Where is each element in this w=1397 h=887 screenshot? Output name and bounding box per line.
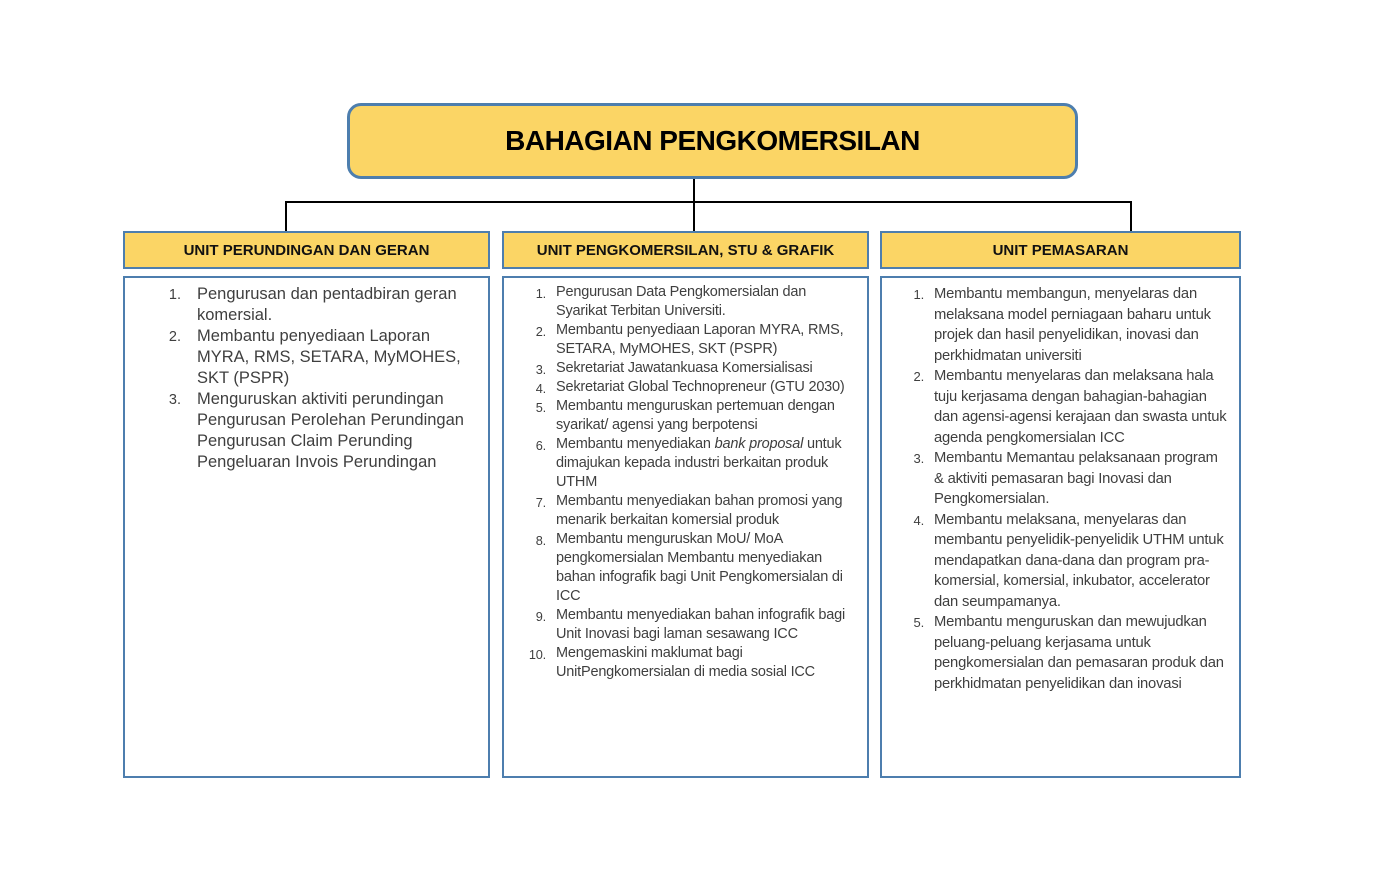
task-item: Menguruskan aktiviti perundingan Pengurusan Perolehan Perundingan Pengurusan Claim Perunding Pengeluaran Invois Perundingan (197, 390, 464, 471)
task-item: Pengurusan Data Pengkomersialan dan Syarikat Terbitan Universiti. (556, 284, 807, 319)
task-item: Membantu penyediaan Laporan MYRA, RMS, SETARA, MyMOHES, SKT (PSPR) (556, 322, 844, 357)
unit-header (502, 231, 869, 269)
task-item: Membantu membangun, menyelaras dan melaksana model perniagaan baharu untuk projek dan hasil penyelidikan, inovasi dan perkhidmatan universiti (934, 286, 1211, 364)
unit-title: UNIT PEMASARAN (992, 241, 1129, 259)
task-item: Mengemaskini maklumat bagi UnitPengkomersialan di media sosial ICC (556, 645, 815, 680)
task-item: Membantu menyediakan bahan promosi yang menarik berkaitan komersial produk (556, 493, 843, 528)
task-item: Membantu melaksana, menyelaras dan membantu penyelidik-penyelidik UTHM untuk mendapatkan dana-dana dan program pra-komersial, komersial, inkubator, accelerator dan seumpamanya. (934, 511, 1224, 610)
connector-drop-right (1130, 201, 1132, 231)
unit-task-list (882, 278, 1239, 700)
unit-body (880, 276, 1241, 778)
connector-stem (693, 179, 695, 203)
connector-crossbar (285, 201, 1132, 203)
task-item: Membantu penyediaan Laporan MYRA, RMS, SETARA, MyMOHES, SKT (PSPR) (197, 327, 461, 387)
task-item: Pengurusan dan pentadbiran geran komersial. (197, 285, 457, 324)
task-item: Membantu menyelaras dan melaksana hala tuju kerjasama dengan bahagian-bahagian dan agensi-agensi kerajaan dan swasta untuk agenda pengkomersialan ICC (934, 368, 1227, 446)
unit-column-pengkomersilan-stu-grafik (502, 231, 869, 680)
task-item: Sekretariat Global Technopreneur (GTU 2030) (556, 379, 845, 395)
unit-column-pemasaran (880, 231, 1241, 692)
task-item: Membantu Memantau pelaksanaan program & aktiviti pemasaran bagi Inovasi dan Pengkomersialan. (934, 450, 1218, 507)
connector-drop-center (693, 201, 695, 231)
connector-drop-left (285, 201, 287, 231)
task-item: Membantu menyediakan bahan infografik bagi Unit Inovasi bagi laman sesawang ICC (556, 607, 846, 642)
task-item: Membantu menguruskan pertemuan dengan syarikat/ agensi yang berpotensi (556, 398, 835, 433)
task-item: Membantu menguruskan dan mewujudkan peluang-peluang kerjasama untuk pengkomersialan dan pemasaran produk dan perkhidmatan penyelidikan dan inovasi (934, 614, 1224, 692)
division-box (347, 103, 1078, 179)
unit-title: UNIT PERUNDINGAN DAN GERAN (183, 241, 430, 259)
division-title: BAHAGIAN PENGKOMERSILAN (505, 125, 920, 156)
unit-body (123, 276, 490, 778)
unit-task-list (125, 278, 488, 479)
unit-title: UNIT PENGKOMERSILAN, STU & GRAFIK (536, 241, 835, 259)
unit-body (502, 276, 869, 778)
task-item: Sekretariat Jawatankuasa Komersialisasi (556, 360, 813, 376)
task-item: Membantu menguruskan MoU/ MoA pengkomersialan Membantu menyediakan bahan infografik bagi Unit Pengkomersialan di ICC (556, 531, 843, 604)
task-item: Membantu menyediakan bank proposal untuk dimajukan kepada industri berkaitan produk UTHM (556, 436, 842, 490)
unit-header (880, 231, 1241, 269)
unit-task-list (504, 278, 867, 687)
unit-header (123, 231, 490, 269)
unit-column-perundingan-dan-geran (123, 231, 490, 471)
